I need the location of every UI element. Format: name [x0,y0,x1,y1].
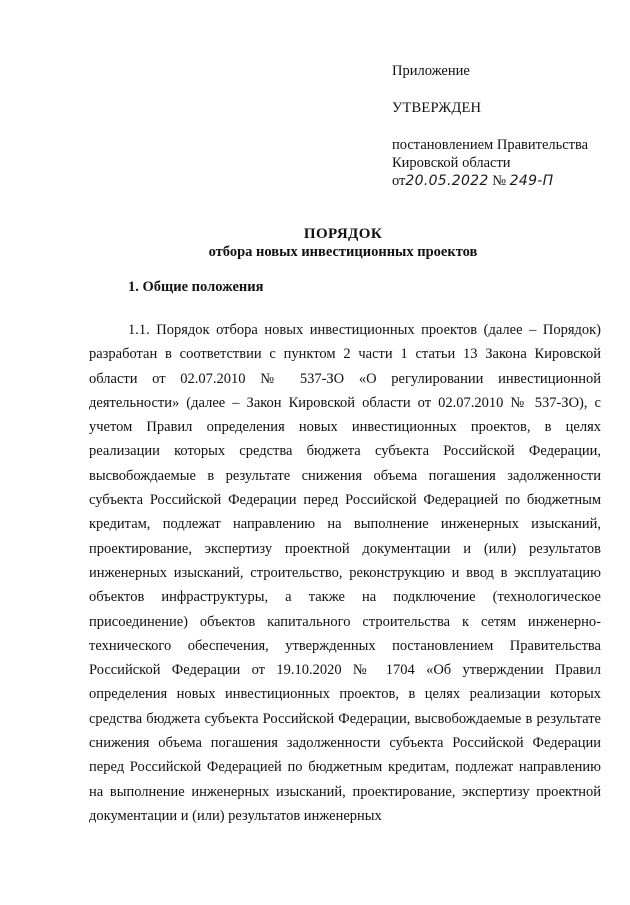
body-paragraph: 1.1. Порядок отбора новых инвестиционных проектов (далее – Порядок) разработан в соответствии с пунктом 2 части 1 статьи 13 Закона Кировской области от 02.07.2010 № 537-ЗО «О регулировании инвестиционной деятельности» (далее – Закон Кировской области от 02.07.2010 № 537-ЗО), с учетом Правил определения новых инвестиционных проектов, в целях реализации которых средства бюджета субъекта Российской Федерации, высвобождаемые в результате снижения объема погашения задолженности субъекта Российской Федерации перед Российской Федерацией по бюджетным кредитам, подлежат направлению на выполнение инженерных изысканий, проектирование, экспертизу проектной документации и (или) результатов инженерных изысканий, строительство, реконструкцию и ввод в эксплуатацию объектов инфраструктуры, а также на подключение (технологическое присоединение) объектов капитального строительства к сетям инженерно-технического обеспечения, утвержденных постановлением Правительства Российской Федерации от 19.10.2020 № 1704 «Об утверждении Правил определения новых инвестиционных проектов, в целях реализации которых средства бюджета субъекта Российской Федерации, высвобождаемые в результате снижения объема погашения задолженности субъекта Российской Федерации перед Российской Федерацией по бюджетным кредитам, подлежат направлению на выполнение инженерных изысканий, проектирование, экспертизу проектной документации и (или) результатов инженерных [89,322,601,824]
number-sign: № [492,173,507,189]
decree-date-line [392,172,622,190]
section-heading: 1. Общие положения [128,279,264,295]
decree-line-2: Кировской области [392,155,511,171]
document-subtitle: отбора новых инвестиционных проектов [208,244,478,260]
decree-date: 20.05.2022 [405,173,489,189]
decree-line-1: постановлением Правительства [392,137,589,153]
approval-stamp-block [392,62,622,190]
document-title: ПОРЯДОК [303,226,383,242]
approved-label: УТВЕРЖДЕН [392,100,482,116]
decree-prefix: от [392,173,406,189]
appendix-label: Приложение [392,63,470,79]
decree-number: 249-П [509,173,554,189]
document-title-block [0,226,630,261]
